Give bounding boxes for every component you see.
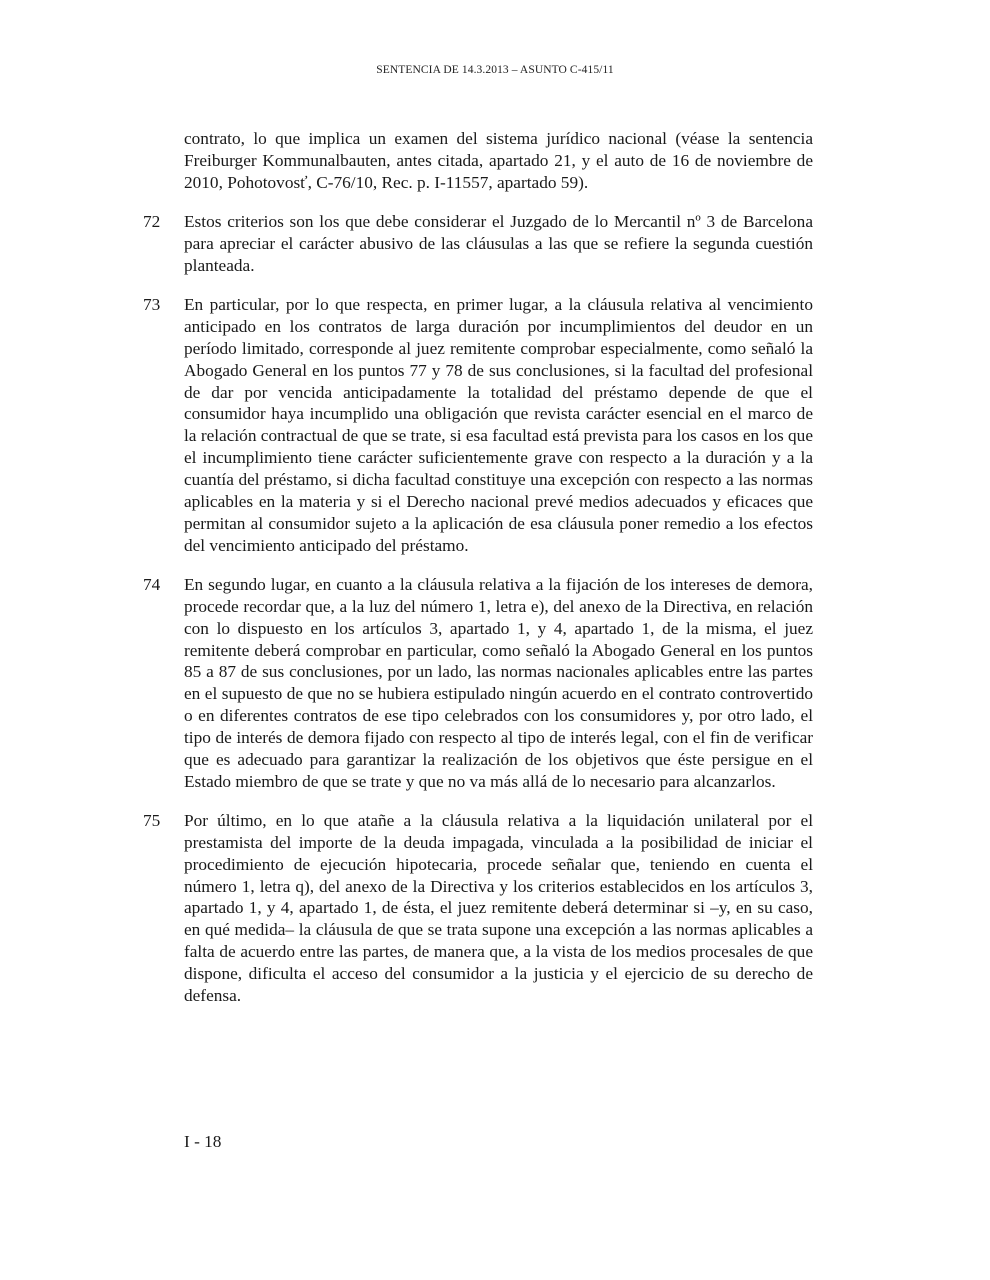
page-number: I - 18 xyxy=(184,1132,222,1151)
paragraph-75 xyxy=(143,810,813,1007)
paragraph-74 xyxy=(143,574,813,792)
paragraph-text: Estos criterios son los que debe considerar el Juzgado de lo Mercantil nº 3 de Barcelona para apreciar el carácter abusivo de las cláusulas a las que se refiere la segunda cuestión planteada. xyxy=(184,212,813,275)
paragraph-text: Por último, en lo que atañe a la cláusula relativa a la liquidación unilateral por el prestamista del importe de la deuda impagada, vinculada a la posibilidad de iniciar el procedimiento de ejecución hipotecaria, procede señalar que, teniendo en cuenta el número 1, letra q), del anexo de la Directiva y los criterios establecidos en los artículos 3, apartado 1, y 4, apartado 1, de ésta, el juez remitente deberá determinar si –y, en su caso, en qué medida– la cláusula de que se trata supone una excepción a las normas aplicables a falta de acuerdo entre las partes, de manera que, a la vista de los medios procesales de que dispone, dificulta el acceso del consumidor a la justicia y el ejercicio de su derecho de defensa. xyxy=(184,811,813,1005)
paragraph-number: 74 xyxy=(143,574,161,594)
paragraph-number: 72 xyxy=(143,212,161,232)
paragraph-number: 73 xyxy=(143,295,161,315)
running-header: SENTENCIA DE 14.3.2013 – ASUNTO C-415/11 xyxy=(376,64,614,76)
paragraph-72 xyxy=(143,211,813,277)
paragraph-text: En segundo lugar, en cuanto a la cláusula relativa a la fijación de los intereses de demora, procede recordar que, a la luz del número 1, letra e), del anexo de la Directiva, en relación con lo dispuesto en los artículos 3, apartado 1, y 4, apartado 1, de la misma, el juez remitente deberá comprobar en particular, como señaló la Abogado General en los puntos 85 a 87 de sus conclusiones, por un lado, las normas nacionales aplicables entre las partes en el supuesto de que no se hubiera estipulado ningún acuerdo en el contrato controvertido o en diferentes contratos de ese tipo celebrados con los consumidores y, por otro lado, el tipo de interés de demora fijado con respecto al tipo de interés legal, con el fin de verificar que es adecuado para garantizar la realización de los objetivos que éste persigue en el Estado miembro de que se trate y que no va más allá de lo necesario para alcanzarlos. xyxy=(184,574,813,791)
paragraph-text: En particular, por lo que respecta, en primer lugar, a la cláusula relativa al vencimiento anticipado en los contratos de larga duración por incumplimientos del deudor en un período limitado, corresponde al juez remitente comprobar especialmente, como señaló la Abogado General en los puntos 77 y 78 de sus conclusiones, si la facultad del profesional de dar por vencida anticipadamente la totalidad del préstamo depende de que el consumidor haya incumplido una obligación que revista carácter esencial en el marco de la relación contractual de que se trate, si esa facultad está prevista para los casos en los que el incumplimiento tiene carácter suficientemente grave con respecto a la duración y a la cuantía del préstamo, si dicha facultad constituye una excepción con respecto a las normas aplicables en la materia y si el Derecho nacional prevé medios adecuados y eficaces que permitan al consumidor sujeto a la aplicación de esa cláusula poner remedio a los efectos del vencimiento anticipado del préstamo. xyxy=(184,295,813,555)
paragraph-73 xyxy=(143,294,813,556)
paragraph-number: 75 xyxy=(143,811,161,830)
paragraph-continuation xyxy=(143,128,813,194)
paragraph-text: contrato, lo que implica un examen del sistema jurídico nacional (véase la sentencia Freiburger Kommunalbauten, antes citada, apartado 21, y el auto de 16 de noviembre de 2010, Pohotovosť, C-76/10, Rec. p. I-11557, apartado 59). xyxy=(184,129,813,192)
document-body xyxy=(143,128,813,1024)
